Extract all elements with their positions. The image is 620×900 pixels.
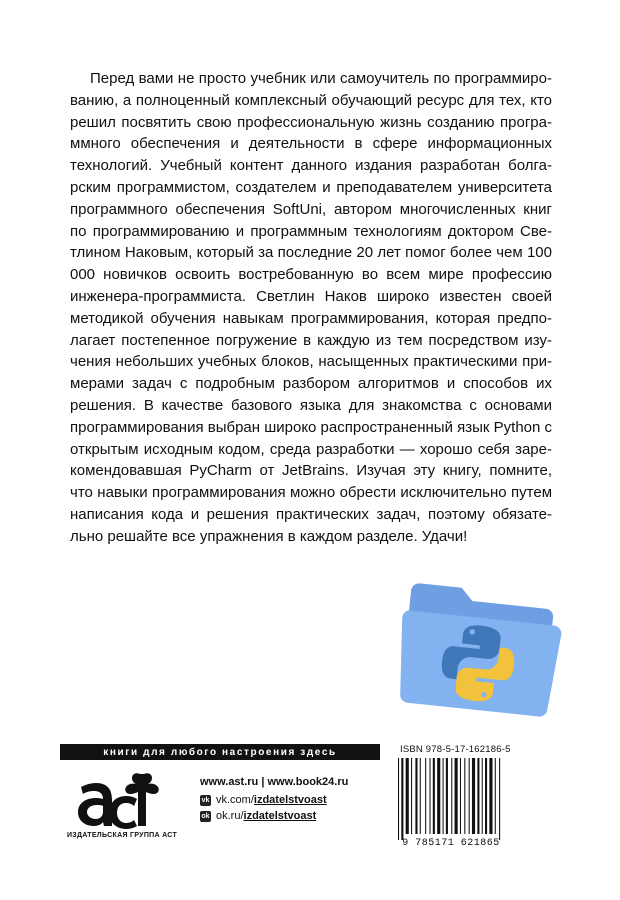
barcode-bar (433, 758, 435, 834)
barcode-bar (482, 758, 483, 834)
social-domain: ok.ru/ (216, 810, 244, 822)
barcode-bar (499, 758, 500, 840)
barcode-bar (460, 758, 461, 834)
social-domain: vk.com/ (216, 794, 254, 806)
social-link-ok[interactable] (200, 810, 348, 822)
barcode-bar (415, 758, 417, 834)
barcode-bar (446, 758, 448, 834)
social-handle: izdatelstvoast (243, 810, 317, 822)
barcode-graphic (396, 758, 506, 840)
barcode-bar (485, 758, 487, 834)
barcode-bar (401, 758, 403, 840)
barcode-bar (469, 758, 470, 834)
barcode-bar (437, 758, 440, 834)
ok-icon: ok (201, 812, 210, 820)
slogan-banner: книги для любого настроения здесь (60, 744, 380, 760)
barcode-bar (472, 758, 475, 834)
barcode-bar (430, 758, 431, 834)
barcode-bar (495, 758, 496, 834)
publisher-group-name: ИЗДАТЕЛЬСКАЯ ГРУППА АСТ (66, 832, 178, 839)
barcode-bar (411, 758, 412, 834)
barcode-bar (464, 758, 465, 834)
social-link-vk[interactable] (200, 794, 348, 806)
barcode-bar (451, 758, 452, 834)
publisher-links (200, 776, 348, 826)
barcode-bar (398, 758, 399, 840)
barcode-bar (489, 758, 492, 834)
ast-logo (72, 768, 164, 832)
barcode-bar (425, 758, 426, 834)
book-description: Перед вами не просто учебник или самоучитель по программированию, а полноценный комплексный обучающий ресурс для тех, кто решил посвятить свою профессиональную жизнь созданию программного обеспечения и деятельности в сфере информационных технологий. Учебный контент данного издания разработан болгарским программистом, создателем и преподавателем университета программного обеспечения SoftUni, автором многочисленных книг по программированию и программным технологиям доктором Светлином Наковым, который за последние 20 лет помог более чем 100 000 новичков освоить востребованную во всем мире профессию инженера-программиста. Светлин Наков широко известен своей методикой обучения навыкам программирования, которая предполагает постепенное погружение в каждую из тем посредством изучения небольших учебных блоков, насыщенных практическими примерами задач с подробным разбором алгоритмов и способов их решения. В качестве базового языка для знакомства с основами программирования выбран широко распространенный язык Python с открытым исходным кодом, среда разработки — хорошо себя зарекомендовавшая PyCharm от JetBrains. Изучая эту книгу, помните, что навыки программирования можно обрести исключительно путем написания кода и решения практических задач, поэтому обязательно решайте все упражнения в каждом разделе. Удачи! (70, 70, 553, 545)
isbn-label: ISBN 978-5-17-162186-5 (400, 744, 511, 755)
barcode-number: 9 785171 621865 (402, 838, 500, 849)
barcode-bar (406, 758, 409, 834)
barcode-bar (455, 758, 458, 834)
barcode-bar (443, 758, 444, 834)
python-folder-icon (396, 568, 564, 718)
vk-icon: vk (201, 796, 210, 804)
barcode-bar (477, 758, 479, 834)
barcode-bar (420, 758, 421, 834)
social-handle: izdatelstvoast (253, 794, 327, 806)
publisher-websites[interactable]: www.ast.ru | www.book24.ru (200, 776, 349, 788)
